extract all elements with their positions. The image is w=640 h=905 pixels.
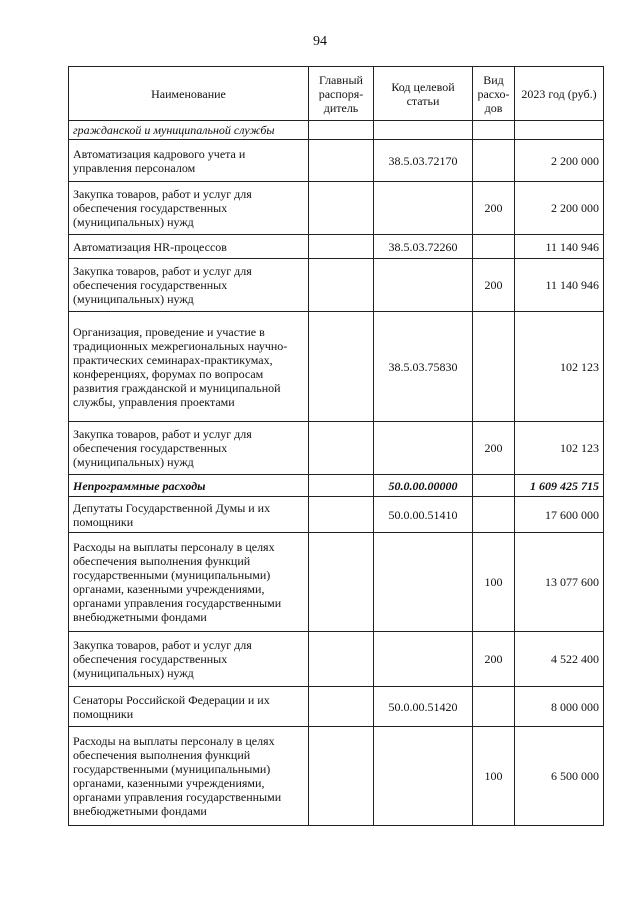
header-amount: 2023 год (руб.) bbox=[515, 67, 604, 121]
cell-code bbox=[374, 182, 473, 235]
cell-manager bbox=[309, 475, 374, 497]
cell-code: 38.5.03.75830 bbox=[374, 312, 473, 422]
cell-name: Расходы на выплаты персоналу в целях обеспечения выполнения функций государственными (муниципальными) органами, казенными учреждениями, органами управления государственными внебюджетными фондами bbox=[69, 727, 309, 826]
cell-amount: 13 077 600 bbox=[515, 533, 604, 632]
page-number: 94 bbox=[313, 34, 327, 49]
cell-amount: 11 140 946 bbox=[515, 235, 604, 259]
table-row bbox=[69, 312, 604, 422]
table-row bbox=[69, 727, 604, 826]
cell-amount bbox=[515, 121, 604, 140]
table-row bbox=[69, 182, 604, 235]
cell-name: Расходы на выплаты персоналу в целях обеспечения выполнения функций государственными (муниципальными) органами, казенными учреждениями, органами управления государственными внебюджетными фондами bbox=[69, 533, 309, 632]
table-row bbox=[69, 259, 604, 312]
cell-code bbox=[374, 422, 473, 475]
cell-name: Автоматизация кадрового учета и управления персоналом bbox=[69, 140, 309, 182]
cell-code bbox=[374, 121, 473, 140]
cell-amount: 8 000 000 bbox=[515, 687, 604, 727]
cell-name: Депутаты Государственной Думы и их помощники bbox=[69, 497, 309, 533]
table-row bbox=[69, 475, 604, 497]
table-row bbox=[69, 533, 604, 632]
cell-code: 50.0.00.51420 bbox=[374, 687, 473, 727]
cell-amount: 1 609 425 715 bbox=[515, 475, 604, 497]
cell-manager bbox=[309, 727, 374, 826]
cell-manager bbox=[309, 140, 374, 182]
cell-amount: 6 500 000 bbox=[515, 727, 604, 826]
cell-manager bbox=[309, 121, 374, 140]
cell-kind: 100 bbox=[473, 533, 515, 632]
cell-kind: 200 bbox=[473, 259, 515, 312]
cell-amount: 17 600 000 bbox=[515, 497, 604, 533]
cell-name: Закупка товаров, работ и услуг для обеспечения государственных (муниципальных) нужд bbox=[69, 259, 309, 312]
cell-amount: 4 522 400 bbox=[515, 632, 604, 687]
cell-amount: 102 123 bbox=[515, 422, 604, 475]
cell-kind: 200 bbox=[473, 632, 515, 687]
cell-manager bbox=[309, 497, 374, 533]
cell-kind bbox=[473, 687, 515, 727]
cell-code bbox=[374, 259, 473, 312]
cell-amount: 2 200 000 bbox=[515, 182, 604, 235]
cell-kind bbox=[473, 497, 515, 533]
cell-amount: 2 200 000 bbox=[515, 140, 604, 182]
cell-kind: 100 bbox=[473, 727, 515, 826]
table-row bbox=[69, 140, 604, 182]
cell-manager bbox=[309, 235, 374, 259]
cell-manager bbox=[309, 533, 374, 632]
cell-manager bbox=[309, 182, 374, 235]
cell-kind bbox=[473, 475, 515, 497]
cell-name: Сенаторы Российской Федерации и их помощники bbox=[69, 687, 309, 727]
table-row bbox=[69, 497, 604, 533]
header-name: Наименование bbox=[69, 67, 309, 121]
cell-amount: 102 123 bbox=[515, 312, 604, 422]
cell-name: Организация, проведение и участие в традиционных межрегиональных научно-практических семинарах-практикумах, конференциях, форумах по вопросам развития гражданской и муниципальной службы, управления проектами bbox=[69, 312, 309, 422]
cell-code: 38.5.03.72170 bbox=[374, 140, 473, 182]
cell-kind bbox=[473, 140, 515, 182]
budget-table bbox=[68, 66, 604, 826]
cell-manager bbox=[309, 422, 374, 475]
table-row bbox=[69, 422, 604, 475]
cell-name: Закупка товаров, работ и услуг для обеспечения государственных (муниципальных) нужд bbox=[69, 422, 309, 475]
cell-kind bbox=[473, 235, 515, 259]
table-row bbox=[69, 632, 604, 687]
cell-manager bbox=[309, 632, 374, 687]
header-code: Код целевой статьи bbox=[374, 67, 473, 121]
cell-kind bbox=[473, 121, 515, 140]
table-row bbox=[69, 235, 604, 259]
table-header-row bbox=[69, 67, 604, 121]
cell-code bbox=[374, 533, 473, 632]
cell-manager bbox=[309, 312, 374, 422]
cell-name: Закупка товаров, работ и услуг для обеспечения государственных (муниципальных) нужд bbox=[69, 632, 309, 687]
header-manager: Главный распоря-дитель bbox=[309, 67, 374, 121]
cell-name: Непрограммные расходы bbox=[69, 475, 309, 497]
table-row bbox=[69, 121, 604, 140]
cell-code: 38.5.03.72260 bbox=[374, 235, 473, 259]
cell-code: 50.0.00.00000 bbox=[374, 475, 473, 497]
cell-name: Автоматизация HR-процессов bbox=[69, 235, 309, 259]
cell-manager bbox=[309, 259, 374, 312]
cell-code: 50.0.00.51410 bbox=[374, 497, 473, 533]
cell-kind bbox=[473, 312, 515, 422]
cell-name: гражданской и муниципальной службы bbox=[69, 121, 309, 140]
cell-kind: 200 bbox=[473, 422, 515, 475]
cell-amount: 11 140 946 bbox=[515, 259, 604, 312]
cell-manager bbox=[309, 687, 374, 727]
cell-kind: 200 bbox=[473, 182, 515, 235]
cell-code bbox=[374, 632, 473, 687]
cell-code bbox=[374, 727, 473, 826]
table-row bbox=[69, 687, 604, 727]
cell-name: Закупка товаров, работ и услуг для обеспечения государственных (муниципальных) нужд bbox=[69, 182, 309, 235]
header-kind: Вид расхо-дов bbox=[473, 67, 515, 121]
